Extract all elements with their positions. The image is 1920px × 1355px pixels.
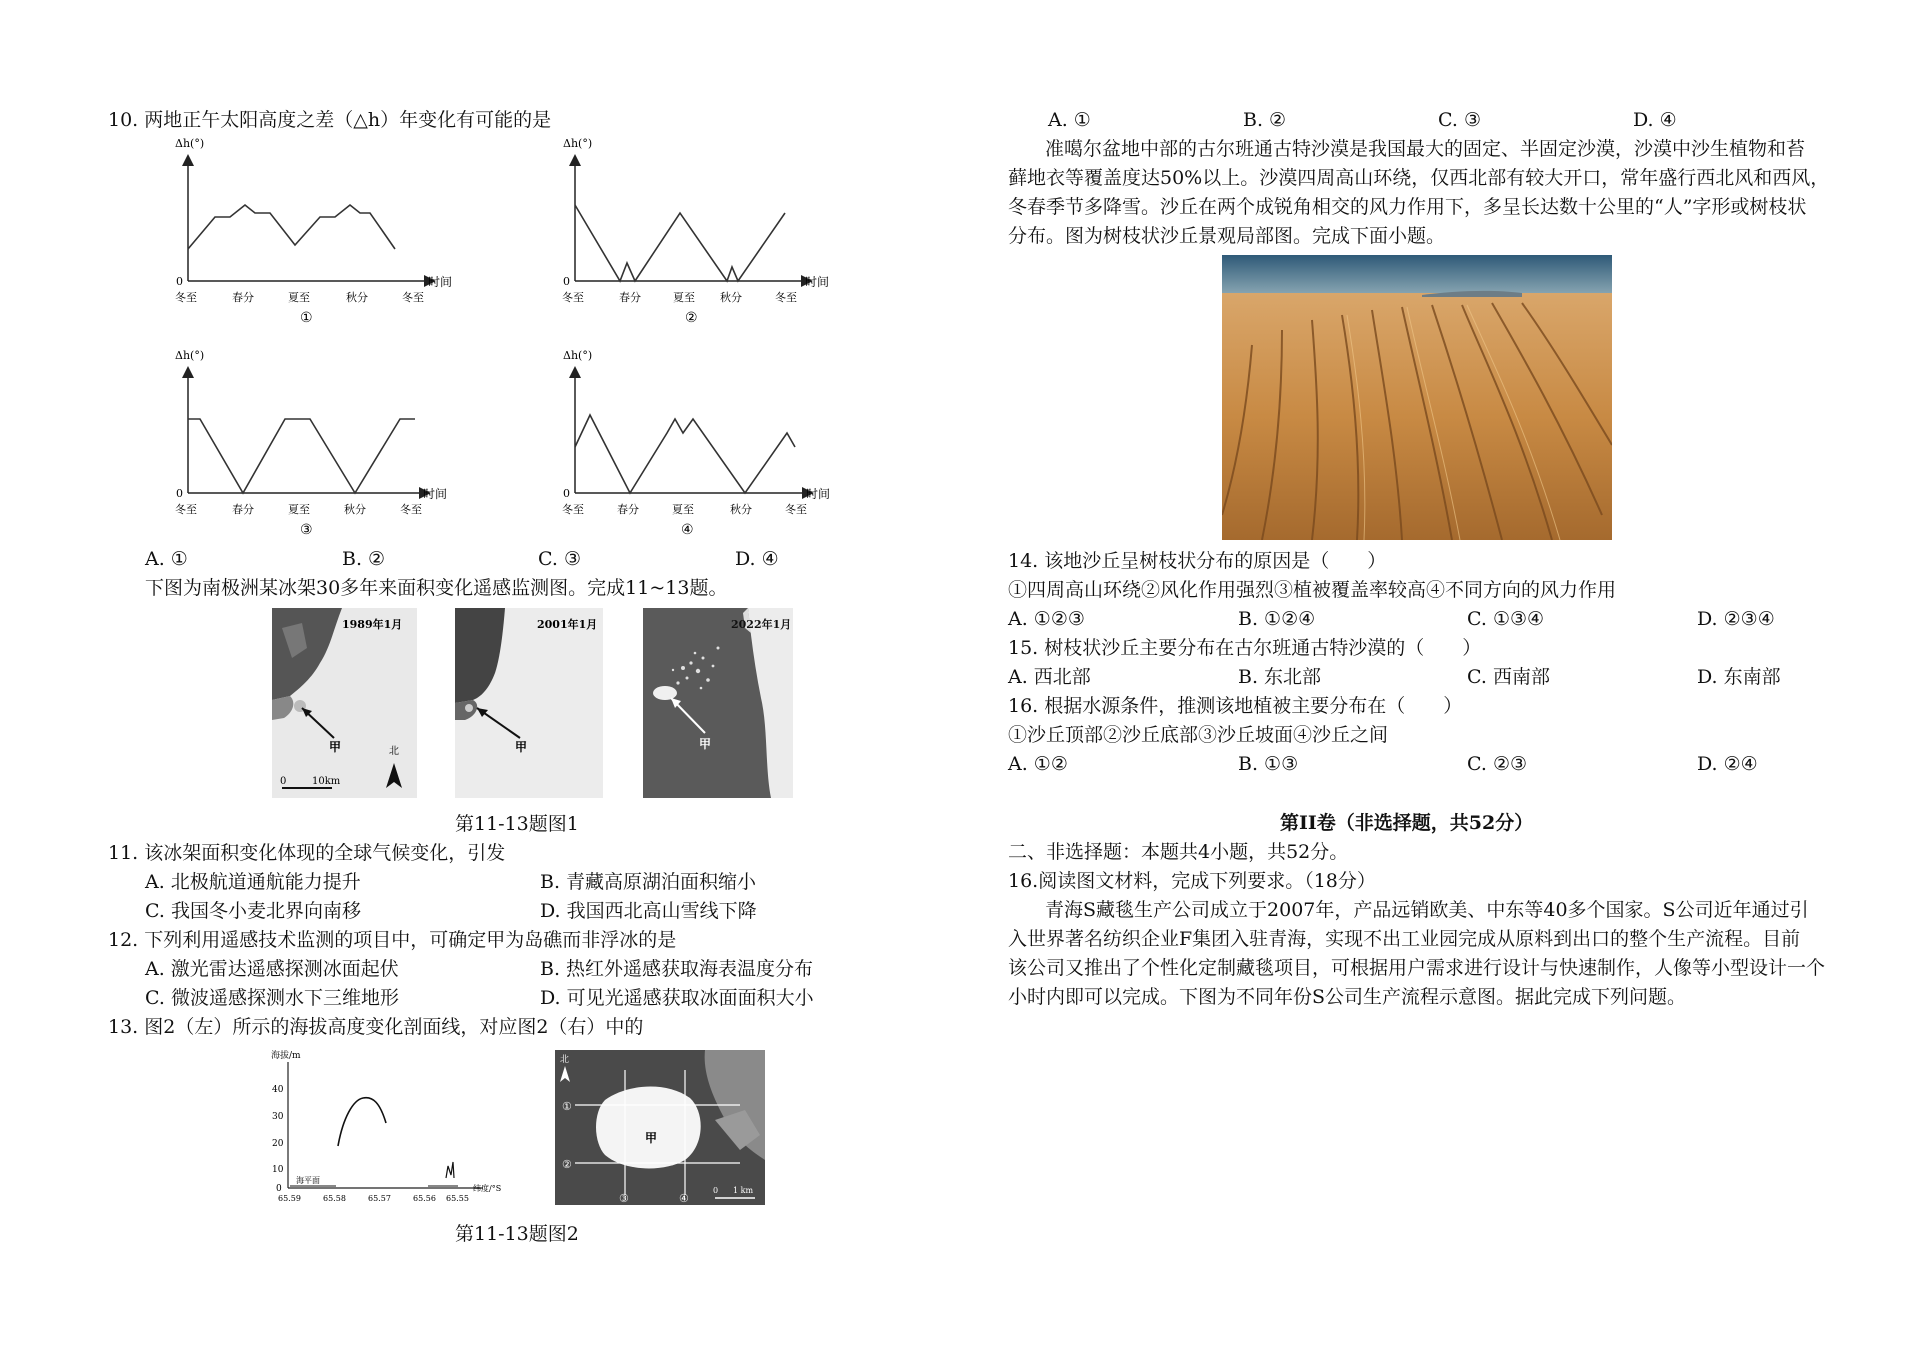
g2-ylabel: Δh(°) — [563, 137, 593, 150]
passage-line-3: 冬春季节多降雪。沙丘在两个成锐角相交的风力作用下，多呈长达数十公里的“人”字形或树枝状 — [1008, 196, 1807, 218]
fig2-map — [555, 1050, 765, 1205]
fig1-image-2022 — [643, 608, 793, 798]
part2-passage-4: 小时内即可以完成。下图为不同年份S公司生产流程示意图。据此完成下列问题。 — [1008, 986, 1687, 1008]
q14-option-c[interactable]: C. ①③④ — [1467, 608, 1545, 630]
part2-passage-1: 青海S藏毯生产公司成立于2007年，产品远销欧美、中东等40多个国家。S公司近年通过引 — [1045, 899, 1809, 921]
q10-option-b[interactable]: B. ② — [342, 548, 386, 570]
fig1-image-1989 — [272, 608, 417, 798]
q16-option-b[interactable]: B. ①③ — [1238, 753, 1299, 775]
q10-graphs — [160, 135, 880, 555]
q14-option-a[interactable]: A. ①②③ — [1008, 608, 1085, 630]
q14-items: ①四周高山环绕②风化作用强烈③植被覆盖率较高④不同方向的风力作用 — [1008, 579, 1617, 601]
g1-label: ① — [300, 310, 313, 326]
fig2-circle-4: ④ — [679, 1192, 689, 1205]
fig2-ytick-10: 10 — [272, 1165, 284, 1175]
g2-tick-2: 春分 — [619, 291, 641, 304]
g1-ylabel: Δh(°) — [175, 137, 205, 150]
fig2-ylabel: 海拔/m — [271, 1051, 301, 1061]
q11-option-a[interactable]: A. 北极航道通航能力提升 — [145, 871, 361, 893]
fig2-sea-level: 海平面 — [296, 1176, 320, 1185]
g2-tick-4: 秋分 — [720, 291, 742, 304]
fig1-date-1: 1989年1月 — [342, 618, 403, 631]
passage-line-2: 藓地衣等覆盖度达50%以上。沙漠四周高山环绕，仅西北部有较大开口，常年盛行西北风和西风， — [1008, 167, 1830, 189]
q11-stem: 11. 该冰架面积变化体现的全球气候变化，引发 — [108, 842, 506, 864]
g2-tick-1: 冬至 — [562, 291, 584, 304]
q16-option-a[interactable]: A. ①② — [1008, 753, 1068, 775]
passage-line-4: 分布。图为树枝状沙丘景观局部图。完成下面小题。 — [1008, 225, 1446, 247]
fig1-scale-0: 0 — [280, 776, 287, 787]
q16b-stem: 16.阅读图文材料，完成下列要求。（18分） — [1008, 870, 1376, 892]
q14-option-b[interactable]: B. ①②④ — [1238, 608, 1316, 630]
q14-stem: 14. 该地沙丘呈树枝状分布的原因是（ ） — [1008, 550, 1387, 572]
g3-ylabel: Δh(°) — [175, 349, 205, 362]
fig1-mark-3: 甲 — [699, 737, 712, 751]
g3-tick-1: 冬至 — [175, 503, 197, 516]
q12-option-c[interactable]: C. 微波遥感探测水下三维地形 — [145, 987, 399, 1009]
fig2-xtick-4: 65.56 — [413, 1194, 436, 1203]
g2-tick-3: 夏至 — [673, 291, 695, 304]
g3-tick-2: 春分 — [232, 503, 254, 516]
q12-stem: 12. 下列利用遥感技术监测的项目中，可确定甲为岛礁而非浮冰的是 — [108, 929, 677, 951]
fig2-north-label: 北 — [560, 1055, 570, 1065]
fig2-xlabel: 纬度/°S — [473, 1184, 502, 1193]
q11-option-c[interactable]: C. 我国冬小麦北界向南移 — [145, 900, 361, 922]
fig2-scale-km: 1 km — [733, 1186, 754, 1195]
q15-stem: 15. 树枝状沙丘主要分布在古尔班通古特沙漠的（ ） — [1008, 637, 1482, 659]
g1-tick-2: 春分 — [232, 291, 254, 304]
q16-option-c[interactable]: C. ②③ — [1467, 753, 1528, 775]
fig1-date-3: 2022年1月 — [731, 618, 792, 631]
part2-passage-2: 入世界著名纺织企业F集团入驻青海，实现不出工业园完成从原料到出口的整个生产流程。目前 — [1008, 928, 1801, 950]
q12-option-d[interactable]: D. 可见光遥感获取冰面面积大小 — [540, 987, 814, 1009]
fig1-north-label: 北 — [389, 746, 399, 757]
q14-option-d[interactable]: D. ②③④ — [1697, 608, 1775, 630]
fig2-circle-3: ③ — [619, 1192, 629, 1205]
g3-tick-4: 秋分 — [344, 503, 366, 516]
g1-tick-1: 冬至 — [175, 291, 197, 304]
fig1-mark-2: 甲 — [515, 740, 528, 754]
g2-label: ② — [685, 310, 698, 326]
fig2-xtick-1: 65.59 — [278, 1194, 301, 1203]
fig2-circle-2: ② — [562, 1158, 572, 1171]
g4-tick-2: 春分 — [617, 503, 639, 516]
fig2-profile — [268, 1048, 528, 1208]
fig2-scale-0: 0 — [713, 1186, 719, 1195]
g4-tick-5: 冬至 — [785, 503, 807, 516]
q15-option-a[interactable]: A. 西北部 — [1008, 666, 1091, 688]
g1-tick-5: 冬至 — [402, 291, 424, 304]
fig2-mark: 甲 — [645, 1131, 658, 1145]
g2-xlabel: 时间 — [805, 275, 830, 289]
fig2-circle-1: ① — [562, 1100, 572, 1113]
g4-label: ④ — [681, 522, 694, 538]
g4-tick-4: 秋分 — [730, 503, 752, 516]
g1-xlabel: 时间 — [428, 275, 453, 289]
fig2-xtick-3: 65.57 — [368, 1194, 391, 1203]
q10-option-c[interactable]: C. ③ — [538, 548, 581, 570]
q12-option-a[interactable]: A. 激光雷达遥感探测冰面起伏 — [145, 958, 399, 980]
fig1-mark-1: 甲 — [329, 740, 342, 754]
g3-tick-3: 夏至 — [288, 503, 310, 516]
q16-option-d[interactable]: D. ②④ — [1697, 753, 1758, 775]
g2-tick-5: 冬至 — [775, 291, 797, 304]
fig2-caption: 第11-13题图2 — [455, 1223, 579, 1245]
q10-option-a[interactable]: A. ① — [145, 548, 188, 570]
fig2-xtick-5: 65.55 — [446, 1194, 469, 1203]
q13-option-c[interactable]: C. ③ — [1438, 109, 1481, 131]
graph-3 — [175, 349, 447, 538]
q15-option-b[interactable]: B. 东北部 — [1238, 666, 1322, 688]
q13-stem: 13. 图2（左）所示的海拔高度变化剖面线，对应图2（右）中的 — [108, 1016, 644, 1038]
g3-tick-5: 冬至 — [400, 503, 422, 516]
g4-ylabel: Δh(°) — [563, 349, 593, 362]
fig2-ytick-0: 0 — [276, 1184, 282, 1194]
g4-tick-3: 夏至 — [672, 503, 694, 516]
g1-zero: 0 — [176, 275, 183, 288]
q13-option-d[interactable]: D. ④ — [1633, 109, 1677, 131]
intro-11-13: 下图为南极洲某冰架30多年来面积变化遥感监测图。完成11~13题。 — [145, 577, 728, 599]
q15-option-d[interactable]: D. 东南部 — [1697, 666, 1781, 688]
graph-4 — [562, 349, 830, 538]
g1-tick-4: 秋分 — [346, 291, 368, 304]
dune-photo — [1222, 255, 1612, 540]
q15-option-c[interactable]: C. 西南部 — [1467, 666, 1550, 688]
fig2-ytick-30: 30 — [272, 1112, 284, 1122]
passage-line-1: 准噶尔盆地中部的古尔班通古特沙漠是我国最大的固定、半固定沙漠，沙漠中沙生植物和苔 — [1045, 138, 1806, 160]
g4-zero: 0 — [563, 487, 570, 500]
q13-option-a[interactable]: A. ① — [1048, 109, 1091, 131]
part2-heading: 二、非选择题：本题共4小题，共52分。 — [1008, 841, 1349, 863]
q11-option-d[interactable]: D. 我国西北高山雪线下降 — [540, 900, 757, 922]
g3-xlabel: 时间 — [423, 487, 448, 501]
q12-option-b[interactable]: B. 热红外遥感获取海表温度分布 — [540, 958, 814, 980]
part2-title: 第II卷（非选择题，共52分） — [1280, 812, 1534, 834]
g3-zero: 0 — [176, 487, 183, 500]
q16-stem: 16. 根据水源条件，推测该地植被主要分布在（ ） — [1008, 695, 1463, 717]
q10-option-d[interactable]: D. ④ — [735, 548, 779, 570]
q10-stem: 10. 两地正午太阳高度之差（△h）年变化有可能的是 — [108, 109, 552, 131]
g1-tick-3: 夏至 — [288, 291, 310, 304]
fig1-caption: 第11-13题图1 — [455, 813, 579, 835]
q11-option-b[interactable]: B. 青藏高原湖泊面积缩小 — [540, 871, 757, 893]
fig2-xtick-2: 65.58 — [323, 1194, 346, 1203]
fig2-ytick-40: 40 — [272, 1085, 284, 1095]
fig2-ytick-20: 20 — [272, 1139, 284, 1149]
fig1-date-2: 2001年1月 — [537, 618, 598, 631]
g4-xlabel: 时间 — [806, 487, 831, 501]
q16-items: ①沙丘顶部②沙丘底部③沙丘坡面④沙丘之间 — [1008, 724, 1389, 746]
g3-label: ③ — [300, 522, 313, 538]
q13-option-b[interactable]: B. ② — [1243, 109, 1287, 131]
g4-tick-1: 冬至 — [562, 503, 584, 516]
graph-2 — [562, 137, 829, 326]
fig1-image-2001 — [455, 608, 603, 798]
part2-passage-3: 该公司又推出了个性化定制藏毯项目，可根据用户需求进行设计与快速制作，人像等小型设计一个 — [1008, 957, 1826, 979]
graph-1 — [175, 137, 452, 326]
g2-zero: 0 — [563, 275, 570, 288]
fig1-scale-km: 10km — [312, 776, 341, 787]
